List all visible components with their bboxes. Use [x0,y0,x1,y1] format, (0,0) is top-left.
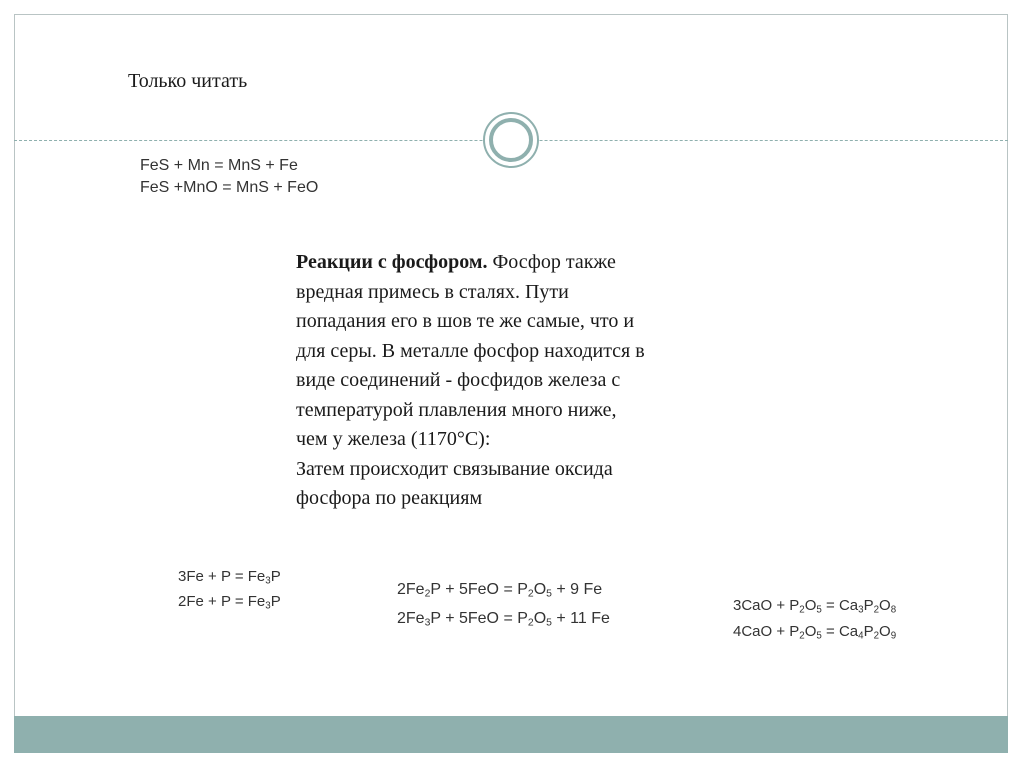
formula-subscript: 2 [873,604,880,616]
paragraph-line-first [296,248,816,278]
sulfur-reactions [140,155,318,199]
paragraph-line: виде соединений - фосфидов железа с [296,369,621,391]
paragraph-line: для серы. В металле фосфор находится в [296,339,645,362]
formula-line: $2Fe_3P + 5FeO = P_2O_5 + 11$ Fe [397,609,610,629]
formula-subscript: 2 [527,588,534,600]
formula-subscript: 2 [424,588,431,600]
formula-subscript: 5 [546,617,552,629]
paragraph-line: попадания его в шов те же самые, что и [296,310,635,332]
paragraph-line: Фосфор также [487,251,616,273]
paragraph-line: чем у железа (1170°С): [296,428,491,450]
phosphorus-paragraph [296,248,816,514]
formula-subscript: 2 [799,630,805,642]
formula-line: FeS + Mn = MnS + Fe [140,157,298,174]
formula-subscript: 3 [424,617,431,629]
formula-subscript: 5 [816,630,822,642]
formula-subscript: 9 [890,630,897,642]
formula-line: $3Fe + P = Fe_3P$ [178,568,281,587]
formula-subscript: 3 [265,600,271,612]
paragraph-line: фосфора по реакциям [296,487,483,509]
paragraph-line: вредная примесь в сталях. Пути [296,280,569,303]
phosphate-binding [733,595,896,648]
formula-subscript: 4 [858,630,864,642]
phosphide-formation [178,566,281,617]
formula-subscript: 8 [890,604,897,616]
formula-line: $3CaO + P_2O_5 = Ca_3P_2O_8$ [733,597,897,616]
paragraph-line: Затем происходит связывание оксида [296,457,613,480]
decorative-ring-inner [489,118,533,162]
decorative-ring-icon [483,112,539,168]
footer-band [14,716,1008,753]
formula-subscript: 2 [873,630,880,642]
paragraph-heading: Реакции с фосфором. [296,251,488,273]
formula-subscript: 3 [265,575,271,587]
paragraph-line: температурой плавления много ниже, [296,398,617,421]
phosphide-oxidation [397,578,610,635]
formula-subscript: 2 [527,617,534,629]
formula-line: $4CaO + P_2O_5 = Ca_4P_2O_9$ [733,623,897,642]
formula-subscript: 2 [799,604,805,616]
formula-subscript: 5 [816,604,822,616]
slide-title: Только читать [128,70,248,92]
formula-line: FeS +MnO = MnS + FeO [140,179,319,196]
formula-subscript: 5 [546,588,552,600]
formula-line: $2Fe + P = Fe_3P$ [178,593,281,612]
formula-subscript: 3 [858,604,864,616]
formula-line: $2Fe_2P + 5FeO = P_2O_5 + 9$ Fe [397,581,603,600]
